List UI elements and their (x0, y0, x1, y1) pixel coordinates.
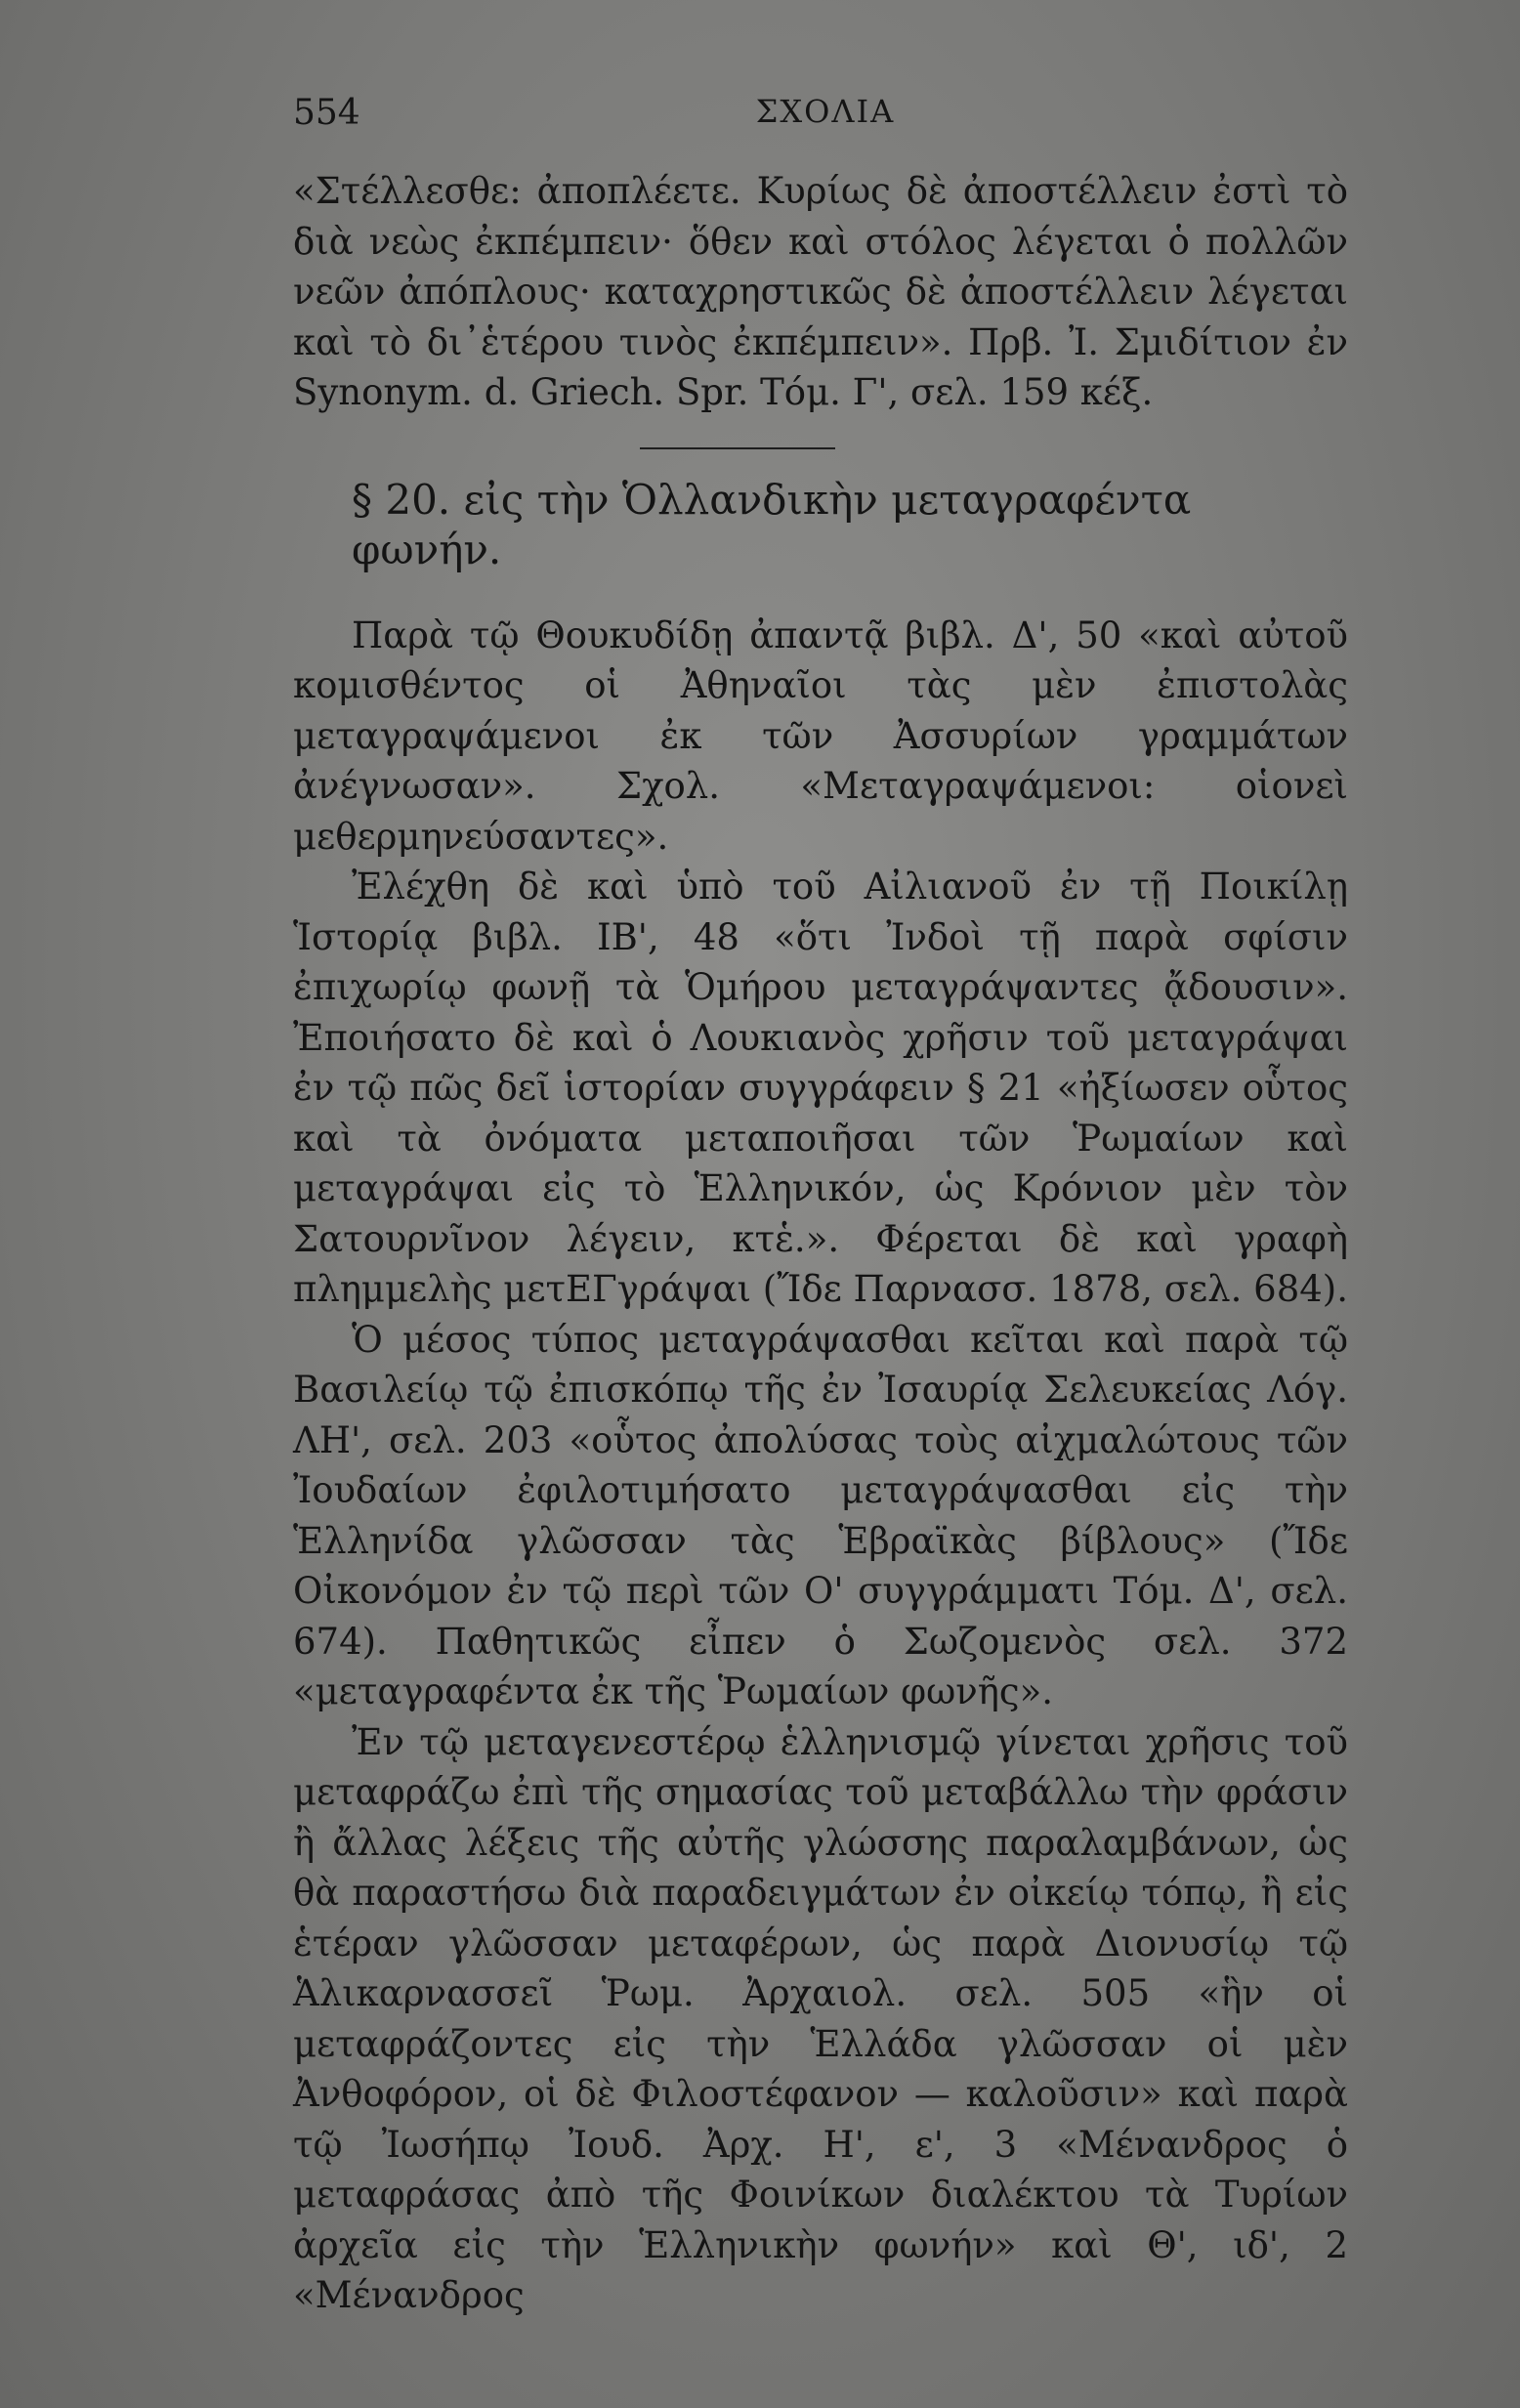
paragraph-1: «Στέλλεσθε: ἀποπλέετε. Κυρίως δὲ ἀποστέλλειν ἐστὶ τὸ διὰ νεὼς ἐκπέμπειν· ὅθεν καὶ στόλος λέγεται ὁ πολλῶν νεῶν ἀπόπλους· καταχρηστικῶς δὲ ἀποστέλλειν λέγεται καὶ τὸ δι᾽ἑτέρου τινὸς ἐκπέμπειν». Πρβ. Ἰ. Σμιδίτιον ἐν Synonym. d. Griech. Spr. Τόμ. Γ', σελ. 159 κέξ. (293, 170, 1348, 413)
section-heading: § 20. εἰς τὴν Ὁλλανδικὴν μεταγραφέντα φωνήν. (352, 475, 1192, 573)
page-number: 554 (293, 93, 360, 133)
page-body (293, 166, 1348, 2321)
section-divider (640, 447, 835, 449)
running-head: ΣΧΟΛΙΑ (755, 93, 896, 130)
page-header (293, 93, 1358, 148)
paragraph-5: Ἐν τῷ μεταγενεστέρῳ ἑλληνισμῷ γίνεται χρῆσις τοῦ μεταφράζω ἐπὶ τῆς σημασίας τοῦ μεταβάλλω τὴν φράσιν ἢ ἄλλας λέξεις τῆς αὐτῆς γλώσσης παραλαμβάνων, ὡς θὰ παραστήσω διὰ παραδειγμάτων ἐν οἰκείῳ τόπῳ, ἢ εἰς ἑτέραν γλῶσσαν μεταφέρων, ὡς παρὰ Διονυσίῳ τῷ Ἁλικαρνασσεῖ Ῥωμ. Ἀρχαιολ. σελ. 505 «ἣν οἱ μεταφράζοντες εἰς τὴν Ἑλλάδα γλῶσσαν οἱ μὲν Ἀνθοφόρον, οἱ δὲ Φιλοστέφανον — καλοῦσιν» καὶ παρὰ τῷ Ἰωσήπῳ Ἰουδ. Ἀρχ. Η', ε', 3 «Μένανδρος ὁ μεταφράσας ἀπὸ τῆς Φοινίκων διαλέκτου τὰ Τυρίων ἀρχεῖα εἰς τὴν Ἑλληνικὴν φωνήν» καὶ Θ', ιδ', 2 «Μένανδρος (293, 1720, 1348, 2316)
paragraph-3: Ἐλέχθη δὲ καὶ ὑπὸ τοῦ Αἰλιανοῦ ἐν τῇ Ποικίλῃ Ἱστορίᾳ βιβλ. ΙΒ', 48 «ὅτι Ἰνδοὶ τῇ παρὰ σφίσιν ἐπιχωρίῳ φωνῇ τὰ Ὁμήρου μεταγράψαντες ᾄδουσιν». Ἐποιήσατο δὲ καὶ ὁ Λουκιανὸς χρῆσιν τοῦ μεταγράψαι ἐν τῷ πῶς δεῖ ἱστορίαν συγγράφειν § 21 «ἠξίωσεν οὗτος καὶ τὰ ὀνόματα μεταποιῆσαι τῶν Ῥωμαίων καὶ μεταγράψαι εἰς τὸ Ἑλληνικόν, ὡς Κρόνιον μὲν τὸν Σατουρνῖνον λέγειν, κτἑ.». Φέρεται δὲ καὶ γραφὴ πλημμελὴς μετΕΓγράψαι (Ἴδε Παρνασσ. 1878, σελ. 684). (293, 866, 1348, 1310)
paragraph-4: Ὁ μέσος τύπος μεταγράψασθαι κεῖται καὶ παρὰ τῷ Βασιλείῳ τῷ ἐπισκόπῳ τῆς ἐν Ἰσαυρίᾳ Σελευκείας Λόγ. ΛΗ', σελ. 203 «οὗτος ἀπολύσας τοὺς αἰχμαλώτους τῶν Ἰουδαίων ἐφιλοτιμήσατο μεταγράψασθαι εἰς τὴν Ἑλληνίδα γλῶσσαν τὰς Ἑβραϊκὰς βίβλους» (Ἴδε Οἰκονόμον ἐν τῷ περὶ τῶν Ο' συγγράμματι Τόμ. Δ', σελ. 674). Παθητικῶς εἶπεν ὁ Σωζομενὸς σελ. 372 «μεταγραφέντα ἐκ τῆς Ῥωμαίων φωνῆς». (293, 1318, 1348, 1712)
paragraph-2: Παρὰ τῷ Θουκυδίδῃ ἀπαντᾷ βιβλ. Δ', 50 «καὶ αὐτοῦ κομισθέντος οἱ Ἀθηναῖοι τὰς μὲν ἐπιστολὰς μεταγραψάμενοι ἐκ τῶν Ἀσσυρίων γραμμάτων ἀνέγνωσαν». Σχολ. «Μεταγραψάμενοι: οἱονεὶ μεθερμηνεύσαντες». (293, 613, 1348, 858)
